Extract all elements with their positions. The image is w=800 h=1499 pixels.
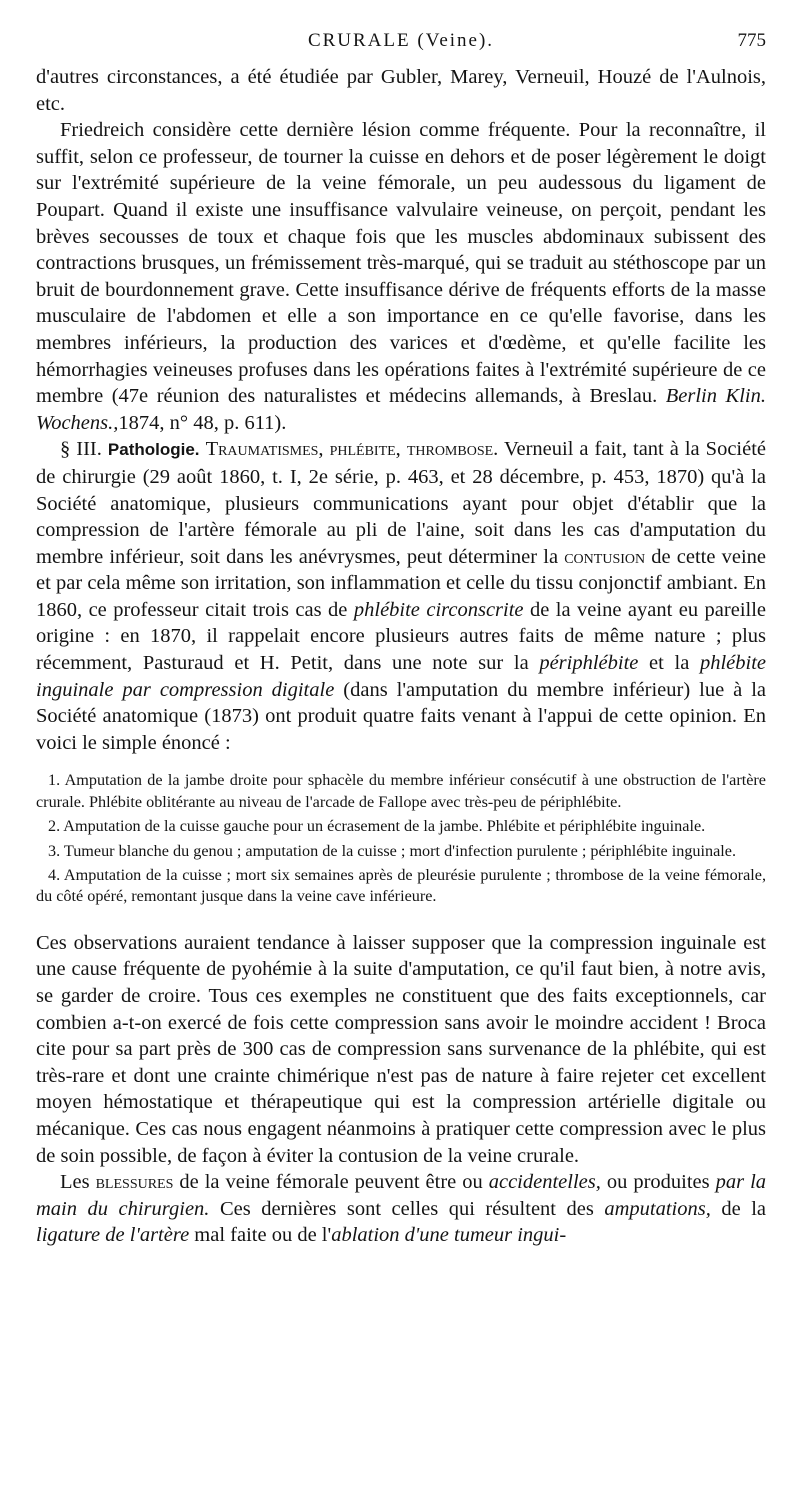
paragraph-text: ou produites [606,1171,710,1194]
observations-list [36,770,766,907]
term-blessures: blessures [95,1171,174,1194]
paragraph-text: Ces dernières sont celles qui résultent des [219,1197,594,1220]
paragraph-text: de cette veine et par cela même son irritation, son inflammation et celle du tissu conjonctif ambiant. En 1860, ce professeur citait trois cas de [36,545,767,621]
observation-item: 2. Amputation de la cuisse gauche pour un écrasement de la jambe. Phlébite et périphlébite inguinale. [48,817,706,836]
page-header [36,28,766,58]
paragraph-conclusion: Ces observations auraient tendance à laisser supposer que la compression inguinale est une cause fréquente de pyohémie à la suite d'amputation, ce qu'il faut bien, à notre avis, se garder de croire. Tous ces exemples ne constituent que des faits exceptionnels, car combien a-t-on exercé de fois cette compression sans avoir le moindre accident ! Broca cite pour sa part près de 300 cas de compression sans survenance de la phlébite, qui est très-rare et dont une crainte chimérique n'est pas de nature à faire rejeter cet excellent moyen hémostatique et thérapeutique qui est la compression artérielle digitale ou mécanique. Ces cas nous engagent néanmoins à pratiquer cette compression avec le plus de soin possible, de façon à éviter la contusion de la veine crurale. [36,931,766,1167]
section-subjects: Traumatismes, phlébite, thrombose. [205,438,499,461]
paragraph-blessures [36,1169,766,1249]
observation-item: 1. Amputation de la jambe droite pour sphacèle du membre inférieur consécutif à une obstruction de l'artère crurale. Phlébite oblitérante au niveau de l'arcade de Fallope avec très-peu de périphlébite. [36,771,766,811]
paragraph-text: de la veine fémorale peuvent être ou [179,1171,483,1194]
reference-details: 1874, n° 48, p. 611). [118,411,287,434]
term-accidentelles: accidentelles, [488,1171,601,1194]
observation-item: 3. Tumeur blanche du genou ; amputation de la cuisse ; mort d'infection purulente ; périphlébite inguinale. [48,841,737,860]
paragraph-text: de la veine ayant eu pareille origine : en 1870, il rappelait encore plusieurs autres faits de même nature ; plus récemment, Pasturaud et H. Petit, dans une note sur la [36,598,767,675]
paragraph-continuation: d'autres circonstances, a été étudiée par Gubler, Marey, Verneuil, Houzé de l'Aulnois, etc. [36,66,766,115]
page-number: 775 [737,30,766,51]
journal-reference: Berlin Klin. Wochens., [36,385,767,434]
page-body [36,64,766,1249]
paragraph-section-pathologie [36,436,766,756]
observation-item: 4. Amputation de la cuisse ; mort six semaines après de pleurésie purulente ; thrombose de la veine fémorale, du côté opéré, remontant jusque dans la veine cave inférieure. [36,866,766,906]
paragraph-text: et la [649,652,690,675]
paragraph-text: Friedreich considère cette dernière lésion comme fréquente. Pour la reconnaître, il suffit, selon ce professeur, de tourner la cuisse en dehors et de poser légèrement le doigt sur l'extrémité supérieure de la veine fémorale, un peu audessous du ligament de Poupart. Quand il existe une insuffisance valvulaire veineuse, on perçoit, pendant les brèves secousses de toux et chaque fois que les muscles abdominaux subissent des contractions brusques, un frémissement très-marqué, qui se traduit au stéthoscope par un bruit de bourdonnement grave. Cette insuffisance dérive de fréquents efforts de la masse musculaire de l'abdomen et elle a son importance en ce qu'elle favorise, dans les membres inférieurs, la production des varices et d'œdème, et qu'elle facilite les hémorrhagies veineuses profuses dans les opérations faites à l'extrémité supérieure de ce membre (47e réunion des naturalistes et médecins allemands, à Breslau. [36,119,766,408]
section-mark: § III. [60,438,102,461]
paragraph-text: Verneuil a fait, tant à la Société de chirurgie (29 août 1860, t. I, 2e série, p. 463, et 28 décembre, p. 453, 1870) qu'à la Société anatomique, plusieurs communications ayant pour objet d'établir que la compression de l'artère fémorale au pli de l'aine, soit dans les cas d'amputation du membre inférieur, soit dans les anévrysmes, peut déterminer la [36,438,767,568]
running-title: CRURALE (Veine). [307,30,495,51]
term-phlebite-circonscrite: phlébite circonscrite [353,598,524,621]
paragraph-text: mal faite ou de l' [194,1224,332,1247]
section-title: Pathologie. [107,440,200,460]
term-main-chirurgien: par la main du chirurgien. [36,1171,767,1220]
paragraph-text: de la [721,1197,767,1220]
paragraph-text: Les [60,1171,90,1194]
term-amputations: amputations, [604,1197,711,1220]
paragraph-friedreich [36,117,766,436]
term-ablation: ablation d'une tumeur ingui- [331,1224,567,1247]
term-periphlebite: périphlébite [539,652,639,675]
term-phlebite-inguinale: phlébite inguinale par compression digitale [36,652,766,701]
term-contusion: contusion [564,545,646,568]
term-ligature: ligature de l'artère [36,1224,190,1247]
paragraph-text: (dans l'amputation du membre inférieur) lue à la Société anatomique (1873) ont produit quatre faits venant à l'appui de cette opinion. En voici le simple énoncé : [36,678,766,754]
